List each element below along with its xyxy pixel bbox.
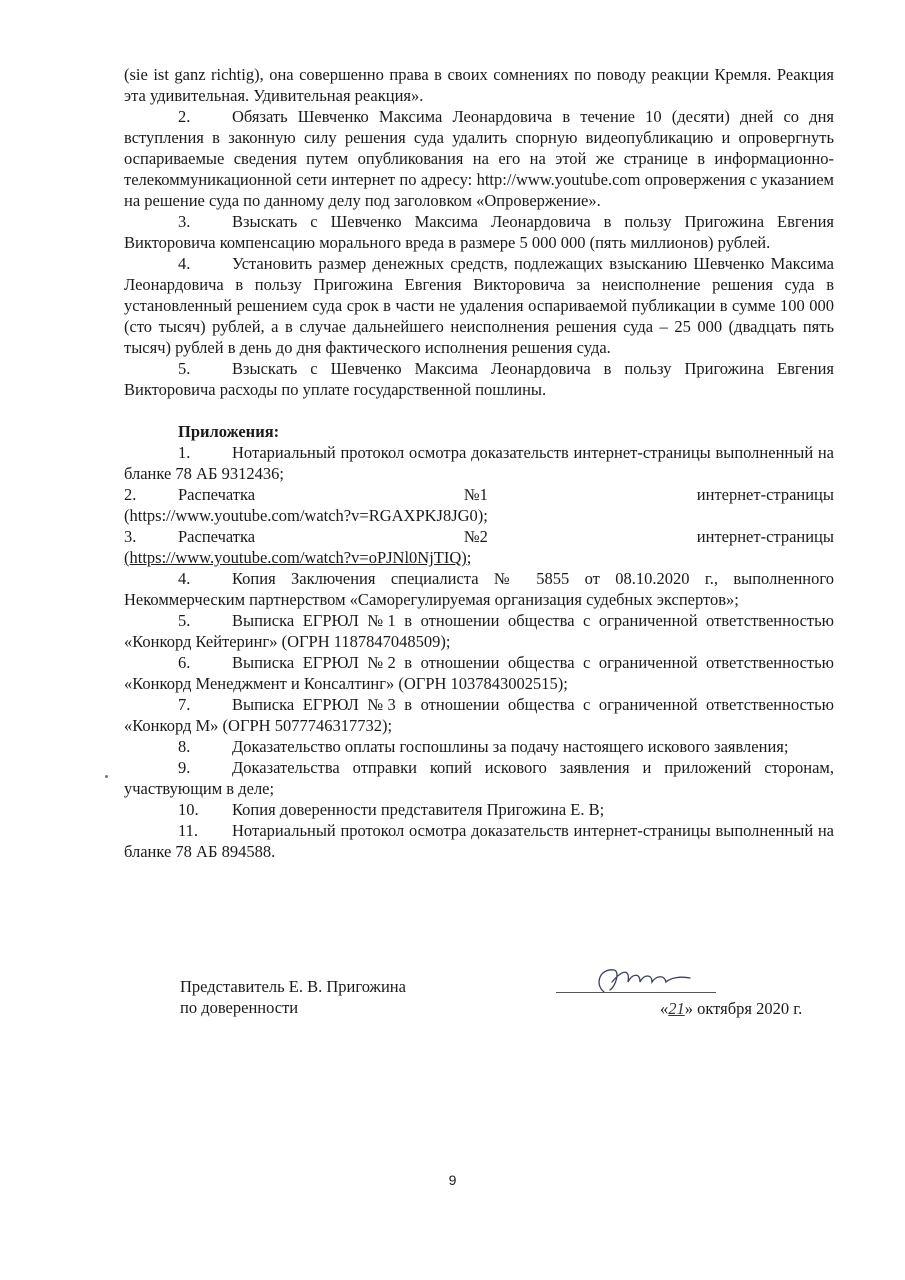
handwritten-signature: [590, 962, 700, 996]
youtube-link[interactable]: (https://www.youtube.com/watch?v=oPJNl0NjTIQ): [124, 548, 467, 567]
appendix-item-5: 5. Выписка ЕГРЮЛ №1 в отношении общества с ограниченной ответственностью «Конкорд Кейтеринг» (ОГРН 1187847048509);: [124, 611, 834, 651]
signatory-basis: по доверенности: [180, 998, 299, 1017]
page-number: 9: [448, 1172, 457, 1188]
document-body: [124, 64, 834, 862]
appendix-heading: Приложения:: [178, 422, 280, 441]
appendix-item-3: 3. Распечатка №2 интернет-страницы (https://www.youtube.com/watch?v=oPJNl0NjTIQ);: [124, 527, 834, 567]
signatory-role: Представитель Е. В. Пригожина: [180, 977, 406, 996]
appendix-item-9: 9. Доказательства отправки копий искового заявления и приложений сторонам, участвующим в деле;: [124, 758, 834, 798]
appendix-item-11: 11. Нотариальный протокол осмотра доказательств интернет-страницы выполненный на бланке 78 АБ 894588.: [124, 821, 834, 861]
appendix-item-6: 6. Выписка ЕГРЮЛ №2 в отношении общества с ограниченной ответственностью «Конкорд Менеджмент и Консалтинг» (ОГРН 1037843002515);: [124, 653, 834, 693]
appendix-item-1: 1. Нотариальный протокол осмотра доказательств интернет-страницы выполненный на бланке 78 АБ 9312436;: [124, 443, 834, 483]
claim-item-5: 5. Взыскать с Шевченко Максима Леонардовича в пользу Пригожина Евгения Викторовича расходы по уплате государственной пошлины.: [124, 359, 834, 399]
appendix-item-2: 2. Распечатка №1 интернет-страницы (https://www.youtube.com/watch?v=RGAXPKJ8JG0);: [124, 485, 834, 525]
claim-item-3: 3. Взыскать с Шевченко Максима Леонардовича в пользу Пригожина Евгения Викторовича компенсацию морального вреда в размере 5 000 000 (пять миллионов) рублей.: [124, 212, 834, 252]
appendix-item-7: 7. Выписка ЕГРЮЛ №3 в отношении общества с ограниченной ответственностью «Конкорд М» (ОГРН 5077746317732);: [124, 695, 834, 735]
signatory-block: [180, 976, 406, 1018]
continuation-text: (sie ist ganz richtig), она совершенно права в своих сомнениях по поводу реакции Кремля. Реакция эта удивительная. Удивительная реакция».: [124, 65, 834, 105]
signature-line: [556, 992, 716, 993]
scan-speck: [105, 775, 108, 778]
appendix-item-8: 8. Доказательство оплаты госпошлины за подачу настоящего искового заявления;: [178, 737, 789, 756]
claim-item-2: 2. Обязать Шевченко Максима Леонардовича в течение 10 (десяти) дней со дня вступления в законную силу решения суда удалить спорную видеопубликацию и опровергнуть оспариваемые сведения путем опубликования на его на этой же странице в информационно-телекоммуникационной сети интернет по адресу: http://www.youtube.com опровержения с указанием на решение суда по данному делу под заголовком «Опровержение».: [124, 107, 834, 210]
appendix-item-4: 4. Копия Заключения специалиста № 5855 от 08.10.2020 г., выполненного Некоммерческим партнерством «Саморегулируемая организация судебных экспертов»;: [124, 569, 834, 609]
claim-item-4: 4. Установить размер денежных средств, подлежащих взысканию Шевченко Максима Леонардовича в пользу Пригожина Евгения Викторовича за неисполнение решения суда в установленный решением суда срок в части не удаления оспариваемой публикации в сумме 100 000 (сто тысяч) рублей, а в случае дальнейшего неисполнения решения суда – 25 000 (двадцать пять тысяч) рублей в день до дня фактического исполнения решения суда.: [124, 254, 834, 357]
appendix-item-10: 10. Копия доверенности представителя Пригожина Е. В;: [178, 800, 605, 819]
signature-date: «21» октября 2020 г.: [660, 999, 803, 1018]
